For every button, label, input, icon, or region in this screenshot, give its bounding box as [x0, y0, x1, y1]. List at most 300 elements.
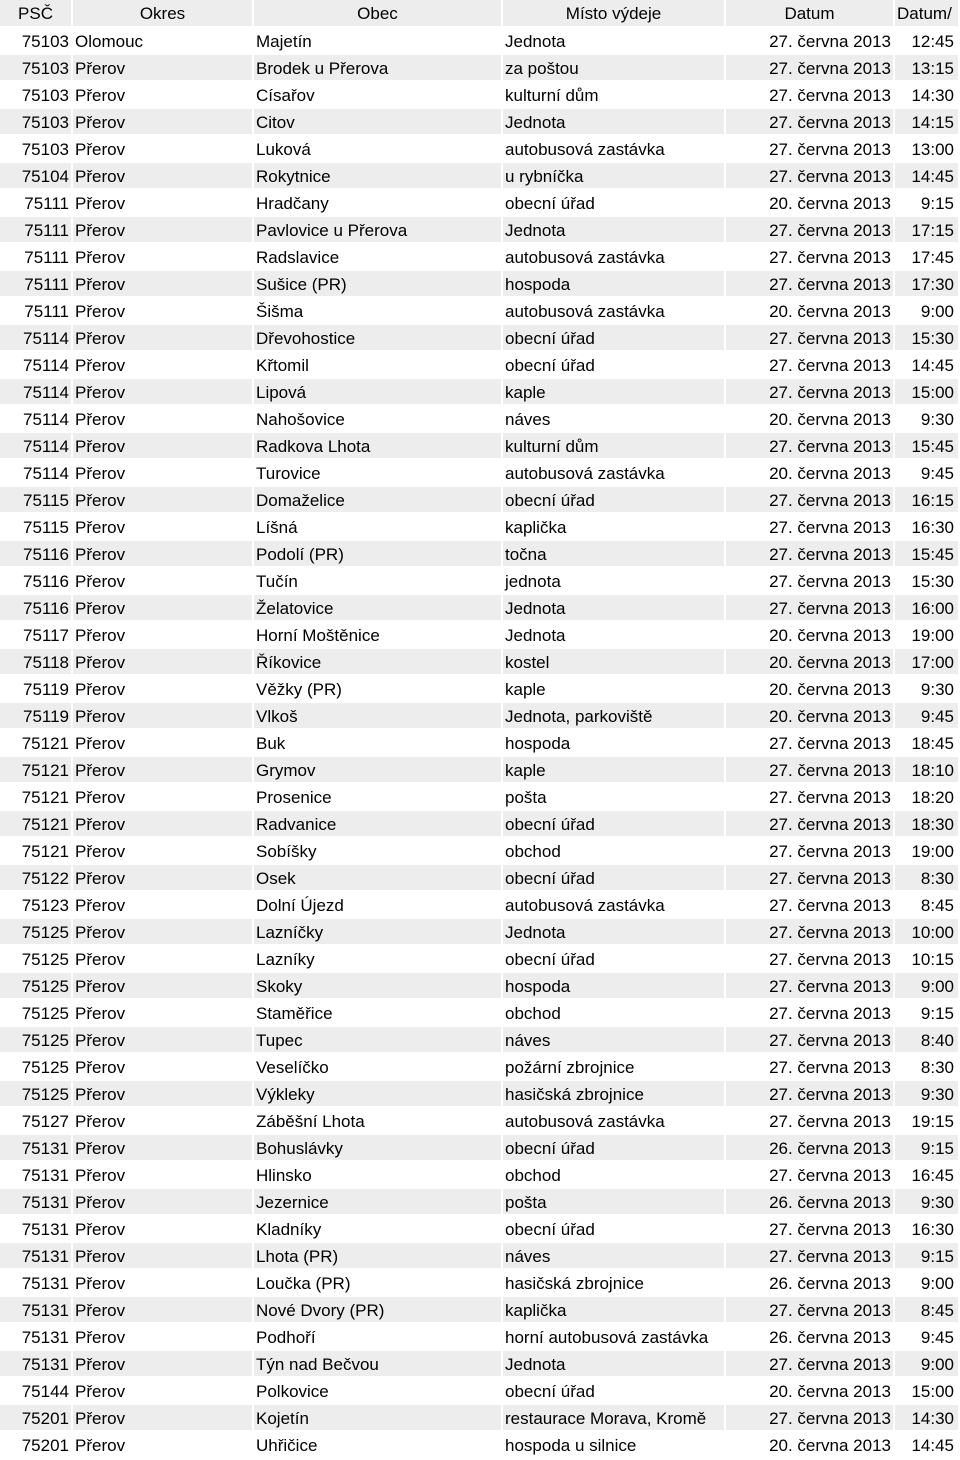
cell-misto-vydeje: hasičská zbrojnice [503, 1270, 726, 1297]
cell-cas: 18:30 [895, 811, 960, 838]
cell-okres: Přerov [73, 1432, 254, 1459]
table-row [0, 55, 960, 82]
cell-obec: Loučka (PR) [254, 1270, 503, 1297]
cell-misto-vydeje: hasičská zbrojnice [503, 1081, 726, 1108]
cell-obec: Staměřice [254, 1000, 503, 1027]
cell-obec: Týn nad Bečvou [254, 1351, 503, 1378]
cell-misto-vydeje: hospoda [503, 973, 726, 1000]
cell-okres: Přerov [73, 919, 254, 946]
cell-datum: 27. června 2013 [726, 1027, 895, 1054]
cell-obec: Majetín [254, 28, 503, 55]
cell-okres: Přerov [73, 1216, 254, 1243]
cell-okres: Přerov [73, 352, 254, 379]
cell-datum: 27. června 2013 [726, 595, 895, 622]
cell-misto-vydeje: obchod [503, 1162, 726, 1189]
cell-cas: 8:45 [895, 892, 960, 919]
table-row [0, 109, 960, 136]
cell-datum: 27. června 2013 [726, 1162, 895, 1189]
cell-okres: Přerov [73, 1054, 254, 1081]
table-row [0, 1432, 960, 1459]
table-row [0, 1027, 960, 1054]
cell-okres: Přerov [73, 865, 254, 892]
cell-obec: Veselíčko [254, 1054, 503, 1081]
cell-psc: 75131 [0, 1162, 73, 1189]
cell-obec: Sobíšky [254, 838, 503, 865]
table-row [0, 946, 960, 973]
cell-datum: 27. června 2013 [726, 325, 895, 352]
header-cas: Datum/ [895, 0, 960, 28]
cell-misto-vydeje: obecní úřad [503, 1378, 726, 1405]
cell-misto-vydeje: autobusová zastávka [503, 460, 726, 487]
cell-misto-vydeje: jednota [503, 568, 726, 595]
table-row [0, 730, 960, 757]
table-row [0, 703, 960, 730]
cell-psc: 75127 [0, 1108, 73, 1135]
cell-datum: 20. června 2013 [726, 298, 895, 325]
cell-psc: 75131 [0, 1216, 73, 1243]
cell-okres: Přerov [73, 973, 254, 1000]
cell-cas: 16:30 [895, 1216, 960, 1243]
cell-obec: Radkova Lhota [254, 433, 503, 460]
cell-datum: 20. června 2013 [726, 1378, 895, 1405]
cell-datum: 27. června 2013 [726, 379, 895, 406]
table-row [0, 28, 960, 55]
table-row [0, 838, 960, 865]
cell-cas: 9:30 [895, 676, 960, 703]
table-row [0, 190, 960, 217]
cell-okres: Přerov [73, 82, 254, 109]
cell-cas: 17:15 [895, 217, 960, 244]
cell-datum: 27. června 2013 [726, 109, 895, 136]
cell-cas: 16:30 [895, 514, 960, 541]
cell-psc: 75114 [0, 460, 73, 487]
table-row [0, 649, 960, 676]
cell-okres: Přerov [73, 325, 254, 352]
cell-psc: 75119 [0, 703, 73, 730]
cell-okres: Přerov [73, 1243, 254, 1270]
cell-datum: 20. června 2013 [726, 190, 895, 217]
cell-okres: Přerov [73, 1270, 254, 1297]
cell-obec: Šišma [254, 298, 503, 325]
cell-obec: Císařov [254, 82, 503, 109]
cell-obec: Želatovice [254, 595, 503, 622]
table-row [0, 244, 960, 271]
table-row [0, 1270, 960, 1297]
cell-datum: 26. června 2013 [726, 1135, 895, 1162]
cell-obec: Polkovice [254, 1378, 503, 1405]
header-obec: Obec [254, 0, 503, 28]
cell-psc: 75104 [0, 163, 73, 190]
cell-datum: 26. června 2013 [726, 1324, 895, 1351]
cell-okres: Přerov [73, 1081, 254, 1108]
cell-obec: Kladníky [254, 1216, 503, 1243]
cell-okres: Přerov [73, 757, 254, 784]
cell-okres: Přerov [73, 541, 254, 568]
cell-psc: 75116 [0, 541, 73, 568]
cell-cas: 9:30 [895, 406, 960, 433]
cell-cas: 14:30 [895, 1405, 960, 1432]
cell-misto-vydeje: obchod [503, 838, 726, 865]
cell-obec: Bohuslávky [254, 1135, 503, 1162]
cell-psc: 75103 [0, 109, 73, 136]
cell-psc: 75131 [0, 1243, 73, 1270]
cell-okres: Přerov [73, 109, 254, 136]
cell-okres: Přerov [73, 163, 254, 190]
cell-obec: Tučín [254, 568, 503, 595]
table-row [0, 568, 960, 595]
cell-psc: 75116 [0, 568, 73, 595]
cell-datum: 27. června 2013 [726, 82, 895, 109]
cell-cas: 8:30 [895, 1054, 960, 1081]
cell-cas: 9:15 [895, 1243, 960, 1270]
cell-obec: Lipová [254, 379, 503, 406]
table-row [0, 919, 960, 946]
cell-misto-vydeje: obecní úřad [503, 946, 726, 973]
cell-misto-vydeje: autobusová zastávka [503, 1108, 726, 1135]
cell-misto-vydeje: obchod [503, 1000, 726, 1027]
cell-obec: Buk [254, 730, 503, 757]
cell-psc: 75125 [0, 1054, 73, 1081]
cell-okres: Přerov [73, 1027, 254, 1054]
cell-datum: 26. června 2013 [726, 1189, 895, 1216]
cell-psc: 75121 [0, 757, 73, 784]
cell-psc: 75114 [0, 352, 73, 379]
cell-psc: 75131 [0, 1270, 73, 1297]
cell-cas: 9:15 [895, 1135, 960, 1162]
cell-obec: Pavlovice u Přerova [254, 217, 503, 244]
cell-cas: 16:00 [895, 595, 960, 622]
cell-cas: 9:45 [895, 460, 960, 487]
cell-cas: 14:45 [895, 352, 960, 379]
cell-okres: Přerov [73, 676, 254, 703]
cell-datum: 20. června 2013 [726, 1432, 895, 1459]
table-row [0, 811, 960, 838]
table-row [0, 1054, 960, 1081]
cell-obec: Nahošovice [254, 406, 503, 433]
cell-obec: Skoky [254, 973, 503, 1000]
cell-okres: Přerov [73, 514, 254, 541]
cell-okres: Přerov [73, 136, 254, 163]
cell-psc: 75131 [0, 1135, 73, 1162]
table-row [0, 217, 960, 244]
cell-psc: 75125 [0, 946, 73, 973]
cell-psc: 75114 [0, 433, 73, 460]
cell-okres: Přerov [73, 568, 254, 595]
cell-obec: Grymov [254, 757, 503, 784]
cell-misto-vydeje: obecní úřad [503, 865, 726, 892]
cell-datum: 27. června 2013 [726, 514, 895, 541]
cell-misto-vydeje: u rybníčka [503, 163, 726, 190]
cell-psc: 75111 [0, 190, 73, 217]
cell-misto-vydeje: Jednota [503, 1351, 726, 1378]
cell-psc: 75118 [0, 649, 73, 676]
cell-psc: 75121 [0, 784, 73, 811]
table-row [0, 487, 960, 514]
cell-cas: 9:00 [895, 1351, 960, 1378]
cell-psc: 75144 [0, 1378, 73, 1405]
cell-misto-vydeje: Jednota [503, 919, 726, 946]
cell-cas: 10:00 [895, 919, 960, 946]
table-row [0, 325, 960, 352]
cell-cas: 15:45 [895, 541, 960, 568]
table-row [0, 379, 960, 406]
table-row [0, 784, 960, 811]
cell-okres: Přerov [73, 190, 254, 217]
table-row [0, 1108, 960, 1135]
cell-obec: Dolní Újezd [254, 892, 503, 919]
cell-obec: Citov [254, 109, 503, 136]
cell-datum: 27. června 2013 [726, 1000, 895, 1027]
cell-psc: 75122 [0, 865, 73, 892]
cell-cas: 15:30 [895, 568, 960, 595]
cell-cas: 9:30 [895, 1081, 960, 1108]
cell-misto-vydeje: kaple [503, 757, 726, 784]
table-row [0, 1405, 960, 1432]
table-row [0, 82, 960, 109]
cell-okres: Přerov [73, 838, 254, 865]
cell-okres: Přerov [73, 1135, 254, 1162]
cell-psc: 75111 [0, 271, 73, 298]
cell-obec: Prosenice [254, 784, 503, 811]
cell-okres: Přerov [73, 1189, 254, 1216]
cell-okres: Přerov [73, 1162, 254, 1189]
cell-datum: 27. června 2013 [726, 433, 895, 460]
cell-datum: 27. června 2013 [726, 811, 895, 838]
cell-psc: 75131 [0, 1297, 73, 1324]
table-row [0, 352, 960, 379]
table-row [0, 1162, 960, 1189]
cell-misto-vydeje: kaple [503, 379, 726, 406]
cell-datum: 27. června 2013 [726, 352, 895, 379]
cell-psc: 75125 [0, 1027, 73, 1054]
cell-cas: 8:40 [895, 1027, 960, 1054]
cell-datum: 27. června 2013 [726, 784, 895, 811]
cell-okres: Přerov [73, 946, 254, 973]
cell-misto-vydeje: hospoda u silnice [503, 1432, 726, 1459]
cell-cas: 18:20 [895, 784, 960, 811]
cell-psc: 75125 [0, 1081, 73, 1108]
cell-obec: Záběšní Lhota [254, 1108, 503, 1135]
cell-misto-vydeje: náves [503, 406, 726, 433]
cell-datum: 26. června 2013 [726, 1270, 895, 1297]
cell-psc: 75201 [0, 1405, 73, 1432]
table-row [0, 514, 960, 541]
cell-cas: 10:15 [895, 946, 960, 973]
cell-cas: 13:00 [895, 136, 960, 163]
cell-okres: Přerov [73, 379, 254, 406]
cell-okres: Přerov [73, 1108, 254, 1135]
cell-obec: Kojetín [254, 1405, 503, 1432]
cell-obec: Turovice [254, 460, 503, 487]
table-row [0, 406, 960, 433]
cell-okres: Přerov [73, 622, 254, 649]
header-datum: Datum [726, 0, 895, 28]
cell-misto-vydeje: hospoda [503, 730, 726, 757]
cell-misto-vydeje: Jednota [503, 28, 726, 55]
cell-datum: 20. června 2013 [726, 649, 895, 676]
cell-datum: 27. června 2013 [726, 244, 895, 271]
cell-datum: 27. června 2013 [726, 757, 895, 784]
table-row [0, 865, 960, 892]
cell-misto-vydeje: kostel [503, 649, 726, 676]
header-misto-vydeje: Místo výdeje [503, 0, 726, 28]
cell-psc: 75131 [0, 1324, 73, 1351]
cell-okres: Přerov [73, 298, 254, 325]
cell-psc: 75131 [0, 1189, 73, 1216]
cell-datum: 27. června 2013 [726, 217, 895, 244]
cell-okres: Přerov [73, 784, 254, 811]
cell-datum: 27. června 2013 [726, 55, 895, 82]
header-okres: Okres [73, 0, 254, 28]
cell-psc: 75103 [0, 136, 73, 163]
cell-cas: 13:15 [895, 55, 960, 82]
cell-misto-vydeje: obecní úřad [503, 811, 726, 838]
table-row [0, 163, 960, 190]
table-row [0, 1378, 960, 1405]
cell-cas: 19:15 [895, 1108, 960, 1135]
cell-misto-vydeje: kaplička [503, 514, 726, 541]
cell-okres: Přerov [73, 1405, 254, 1432]
cell-obec: Lazníčky [254, 919, 503, 946]
cell-okres: Přerov [73, 1378, 254, 1405]
cell-misto-vydeje: autobusová zastávka [503, 298, 726, 325]
cell-psc: 75117 [0, 622, 73, 649]
cell-datum: 27. června 2013 [726, 136, 895, 163]
cell-obec: Luková [254, 136, 503, 163]
cell-obec: Podolí (PR) [254, 541, 503, 568]
cell-misto-vydeje: točna [503, 541, 726, 568]
cell-datum: 27. června 2013 [726, 1243, 895, 1270]
cell-cas: 16:15 [895, 487, 960, 514]
table-row [0, 271, 960, 298]
cell-misto-vydeje: obecní úřad [503, 1216, 726, 1243]
cell-misto-vydeje: za poštou [503, 55, 726, 82]
table-row [0, 1135, 960, 1162]
cell-obec: Tupec [254, 1027, 503, 1054]
cell-cas: 9:00 [895, 1270, 960, 1297]
cell-psc: 75114 [0, 406, 73, 433]
cell-cas: 16:45 [895, 1162, 960, 1189]
cell-obec: Radslavice [254, 244, 503, 271]
table-row [0, 1189, 960, 1216]
cell-datum: 27. června 2013 [726, 865, 895, 892]
table-row [0, 1351, 960, 1378]
cell-misto-vydeje: náves [503, 1027, 726, 1054]
cell-misto-vydeje: kaplička [503, 1297, 726, 1324]
cell-cas: 19:00 [895, 838, 960, 865]
cell-datum: 27. června 2013 [726, 271, 895, 298]
cell-datum: 27. června 2013 [726, 838, 895, 865]
cell-okres: Přerov [73, 811, 254, 838]
cell-cas: 15:00 [895, 1378, 960, 1405]
cell-cas: 19:00 [895, 622, 960, 649]
cell-cas: 14:15 [895, 109, 960, 136]
cell-misto-vydeje: obecní úřad [503, 1135, 726, 1162]
cell-okres: Přerov [73, 460, 254, 487]
cell-misto-vydeje: obecní úřad [503, 190, 726, 217]
cell-datum: 20. června 2013 [726, 460, 895, 487]
cell-psc: 75121 [0, 838, 73, 865]
cell-cas: 9:45 [895, 703, 960, 730]
table-row [0, 676, 960, 703]
cell-obec: Sušice (PR) [254, 271, 503, 298]
cell-misto-vydeje: Jednota [503, 622, 726, 649]
cell-okres: Přerov [73, 892, 254, 919]
table-row [0, 298, 960, 325]
cell-psc: 75201 [0, 1432, 73, 1459]
table-row [0, 1243, 960, 1270]
cell-misto-vydeje: kulturní dům [503, 433, 726, 460]
cell-okres: Přerov [73, 1297, 254, 1324]
cell-misto-vydeje: autobusová zastávka [503, 136, 726, 163]
cell-obec: Hlinsko [254, 1162, 503, 1189]
cell-obec: Rokytnice [254, 163, 503, 190]
cell-datum: 20. června 2013 [726, 703, 895, 730]
cell-okres: Přerov [73, 595, 254, 622]
cell-cas: 12:45 [895, 28, 960, 55]
cell-okres: Přerov [73, 1324, 254, 1351]
cell-misto-vydeje: kaple [503, 676, 726, 703]
cell-obec: Domaželice [254, 487, 503, 514]
cell-datum: 27. června 2013 [726, 1108, 895, 1135]
cell-datum: 27. června 2013 [726, 892, 895, 919]
cell-okres: Přerov [73, 703, 254, 730]
cell-misto-vydeje: autobusová zastávka [503, 892, 726, 919]
cell-psc: 75125 [0, 919, 73, 946]
cell-misto-vydeje: horní autobusová zastávka [503, 1324, 726, 1351]
cell-obec: Nové Dvory (PR) [254, 1297, 503, 1324]
cell-psc: 75114 [0, 325, 73, 352]
table-row [0, 1216, 960, 1243]
cell-misto-vydeje: hospoda [503, 271, 726, 298]
cell-cas: 15:45 [895, 433, 960, 460]
cell-obec: Uhřičice [254, 1432, 503, 1459]
cell-misto-vydeje: Jednota [503, 595, 726, 622]
cell-cas: 9:30 [895, 1189, 960, 1216]
table-row [0, 460, 960, 487]
cell-okres: Přerov [73, 217, 254, 244]
cell-psc: 75119 [0, 676, 73, 703]
cell-misto-vydeje: autobusová zastávka [503, 244, 726, 271]
cell-datum: 27. června 2013 [726, 541, 895, 568]
cell-cas: 18:45 [895, 730, 960, 757]
cell-obec: Vlkoš [254, 703, 503, 730]
cell-datum: 27. června 2013 [726, 1081, 895, 1108]
table-row [0, 973, 960, 1000]
cell-datum: 27. června 2013 [726, 919, 895, 946]
cell-cas: 9:15 [895, 1000, 960, 1027]
table-body [0, 28, 960, 1459]
cell-psc: 75121 [0, 730, 73, 757]
cell-psc: 75123 [0, 892, 73, 919]
table-row [0, 433, 960, 460]
cell-datum: 27. června 2013 [726, 730, 895, 757]
cell-psc: 75111 [0, 244, 73, 271]
cell-okres: Přerov [73, 1000, 254, 1027]
cell-obec: Horní Moštěnice [254, 622, 503, 649]
cell-psc: 75103 [0, 82, 73, 109]
cell-cas: 15:00 [895, 379, 960, 406]
cell-obec: Výkleky [254, 1081, 503, 1108]
cell-obec: Osek [254, 865, 503, 892]
cell-datum: 27. června 2013 [726, 946, 895, 973]
cell-obec: Lhota (PR) [254, 1243, 503, 1270]
cell-cas: 14:30 [895, 82, 960, 109]
cell-obec: Křtomil [254, 352, 503, 379]
cell-psc: 75103 [0, 28, 73, 55]
cell-datum: 27. června 2013 [726, 1054, 895, 1081]
cell-datum: 27. června 2013 [726, 487, 895, 514]
